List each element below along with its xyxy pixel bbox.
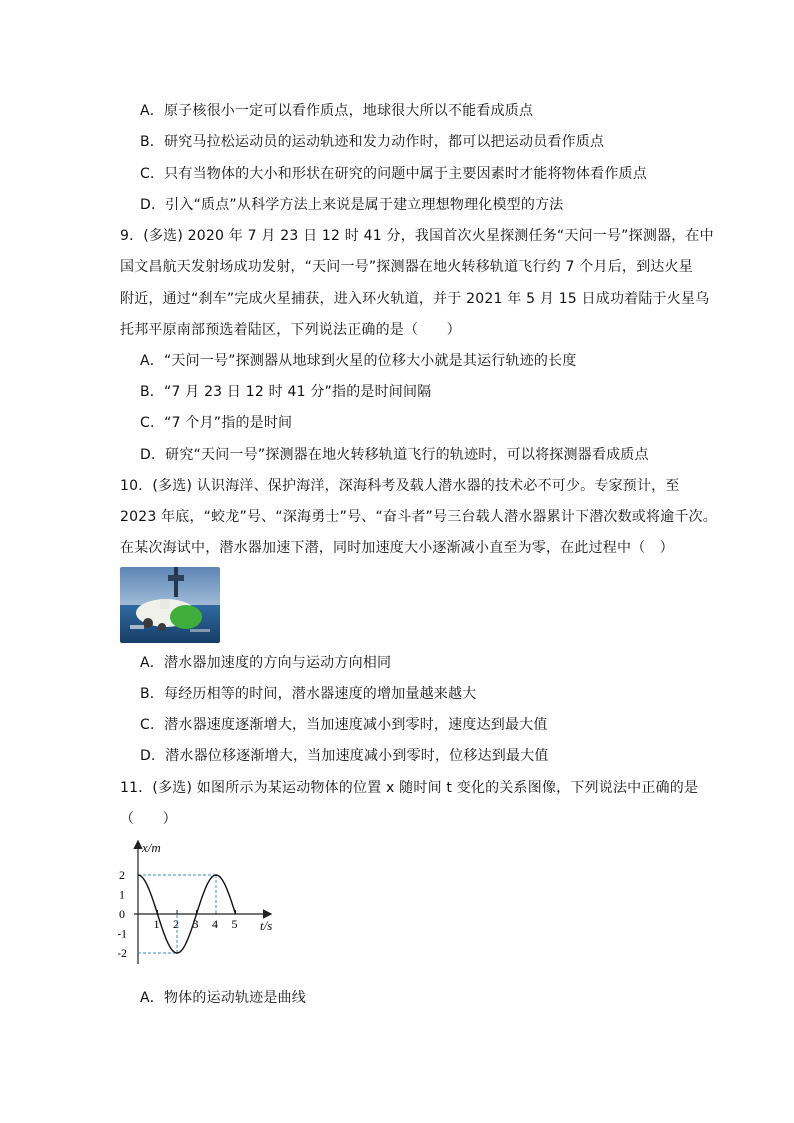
q9-option-a: A．“天问一号”探测器从地球到火星的位移大小就是其运行轨迹的长度 bbox=[140, 353, 577, 369]
q9-stem-line-4: 托邦平原南部预选着陆区，下列说法正确的是（ ） bbox=[120, 322, 461, 338]
y-tick-label: -2 bbox=[118, 946, 127, 960]
y-tick-label: 0 bbox=[119, 907, 125, 921]
y-tick-label: 1 bbox=[119, 887, 125, 902]
q8-option-c: C．只有当物体的大小和形状在研究的问题中属于主要因素时才能将物体看作质点 bbox=[140, 166, 647, 182]
submersible-photo bbox=[120, 567, 220, 643]
q11-stem-line-1: 11．(多选) 如图所示为某运动物体的位置 x 随时间 t 变化的关系图像，下列说法中正确的是 bbox=[120, 780, 699, 796]
x-tick-label: 2 bbox=[173, 917, 179, 931]
q9-option-b: B．“7 月 23 日 12 时 41 分”指的是时间间隔 bbox=[140, 384, 432, 400]
q10-option-d: D．潜水器位移逐渐增大，当加速度减小到零时，位移达到最大值 bbox=[140, 748, 549, 764]
y-tick-label: -1 bbox=[118, 926, 127, 941]
x-tick-label: 3 bbox=[192, 917, 199, 931]
q9-option-c: C．“7 个月”指的是时间 bbox=[140, 415, 293, 431]
q8-option-b: B．研究马拉松运动员的运动轨迹和发力动作时，都可以把运动员看作质点 bbox=[140, 134, 605, 150]
x-tick-label: 1 bbox=[153, 917, 160, 931]
x-axis-label: t/s bbox=[260, 918, 273, 933]
q10-stem-line-3: 在某次海试中，潜水器加速下潜，同时加速度大小逐渐减小直至为零，在此过程中（ ） bbox=[120, 540, 674, 556]
q11-stem-line-2: （ ） bbox=[120, 811, 177, 827]
chart-svg bbox=[118, 832, 298, 972]
q10-option-a: A．潜水器加速度的方向与运动方向相同 bbox=[140, 655, 392, 671]
q9-stem-line-1: 9．(多选) 2020 年 7 月 23 日 12 时 41 分，我国首次火星探测任务“天问一号”探测器，在中 bbox=[120, 228, 714, 244]
x-tick-label: 5 bbox=[231, 917, 238, 931]
y-axis-label: x/m bbox=[142, 840, 161, 855]
q9-stem-line-2: 国文昌航天发射场成功发射，“天问一号”探测器在地火转移轨道飞行约 7 个月后，到达火星 bbox=[120, 259, 693, 275]
q9-stem-line-3: 附近，通过“刹车”完成火星捕获，进入环火轨道，并于 2021 年 5 月 15 日成功着陆于火星乌 bbox=[120, 291, 710, 307]
q8-option-a: A．原子核很小一定可以看作质点，地球很大所以不能看成质点 bbox=[140, 103, 534, 119]
q10-option-b: B．每经历相等的时间，潜水器速度的增加量越来越大 bbox=[140, 686, 477, 702]
q10-option-c: C．潜水器速度逐渐增大，当加速度减小到零时，速度达到最大值 bbox=[140, 717, 548, 733]
q11-option-a: A．物体的运动轨迹是曲线 bbox=[140, 990, 306, 1006]
y-tick-label: 2 bbox=[119, 868, 125, 882]
position-time-graph bbox=[118, 832, 298, 972]
q10-stem-line-2: 2023 年底，“蛟龙”号、“深海勇士”号、“奋斗者”号三台载人潜水器累计下潜次数或将逾千次。 bbox=[120, 509, 717, 525]
q9-option-d: D．研究“天问一号”探测器在地火转移轨道飞行的轨迹时，可以将探测器看成质点 bbox=[140, 447, 649, 463]
x-tick-label: 4 bbox=[212, 917, 218, 931]
q8-option-d: D．引入“质点”从科学方法上来说是属于建立理想物理化模型的方法 bbox=[140, 197, 564, 213]
q10-stem-line-1: 10．(多选) 认识海洋、保护海洋，深海科考及载人潜水器的技术必不可少。专家预计，至 bbox=[120, 478, 680, 494]
